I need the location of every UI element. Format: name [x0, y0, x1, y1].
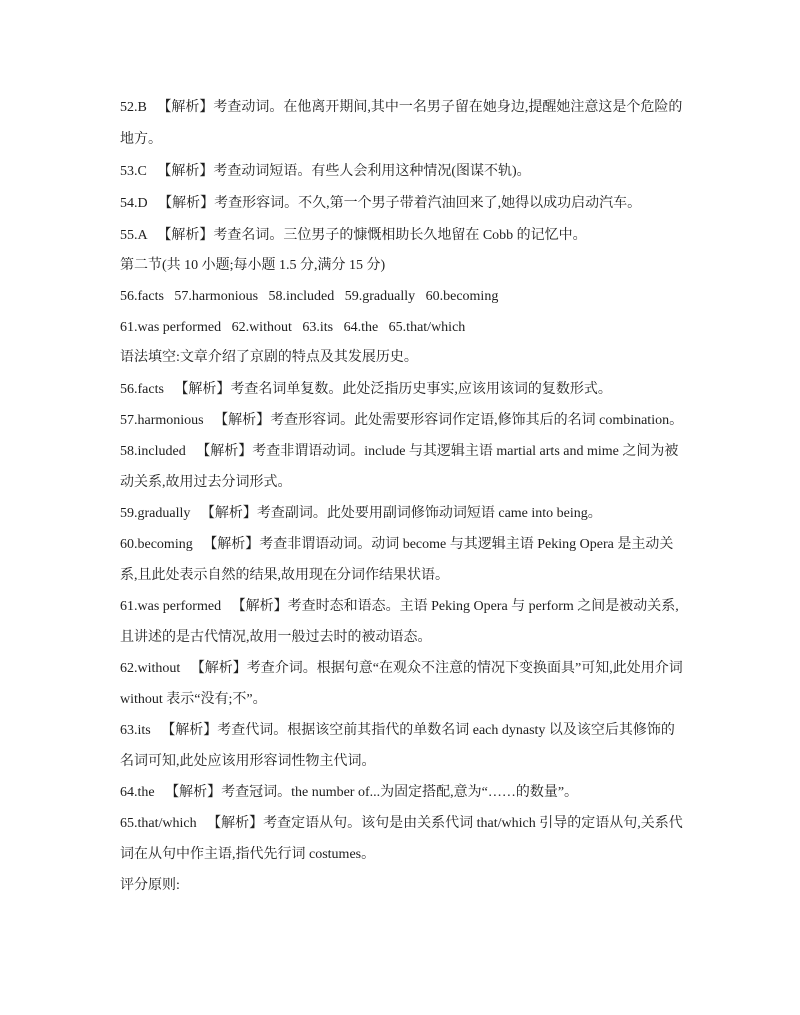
explanation-65-line-1: 65.that/which 【解析】考查定语从句。该句是由关系代词 that/which 引导的定语从句,关系代 — [120, 816, 683, 831]
answer-key-row-2: 61.was performed 62.without 63.its 64.the 65.that/which — [120, 320, 466, 335]
explanation-58-line-1: 58.included 【解析】考查非谓语动词。include 与其逻辑主语 martial arts and mime 之间为被 — [120, 444, 679, 459]
answer-55-line: 55.A 【解析】考查名词。三位男子的慷慨相助长久地留在 Cobb 的记忆中。 — [120, 228, 587, 243]
explanation-63-line-1: 63.its 【解析】考查代词。根据该空前其指代的单数名词 each dynasty 以及该空后其修饰的 — [120, 723, 675, 738]
explanation-60-line-2: 系,且此处表示自然的结果,故用现在分词作结果状语。 — [120, 568, 449, 583]
explanation-60-line-1: 60.becoming 【解析】考查非谓语动词。动词 become 与其逻辑主语 Peking Opera 是主动关 — [120, 537, 674, 552]
explanation-58-line-2: 动关系,故用过去分词形式。 — [120, 475, 292, 490]
scoring-principles-heading: 评分原则: — [120, 878, 180, 893]
explanation-56: 56.facts 【解析】考查名词单复数。此处泛指历史事实,应该用该词的复数形式。 — [120, 382, 612, 397]
passage-summary: 语法填空:文章介绍了京剧的特点及其发展历史。 — [120, 350, 418, 365]
section-heading: 第二节(共 10 小题;每小题 1.5 分,满分 15 分) — [120, 258, 386, 273]
explanation-64: 64.the 【解析】考查冠词。the number of...为固定搭配,意为“……的数量”。 — [120, 785, 579, 800]
explanation-59: 59.gradually 【解析】考查副词。此处要用副词修饰动词短语 came into being。 — [120, 506, 602, 521]
explanation-62-line-1: 62.without 【解析】考查介词。根据句意“在观众不注意的情况下变换面具”可知,此处用介词 — [120, 661, 683, 676]
answer-key-row-1: 56.facts 57.harmonious 58.included 59.gradually 60.becoming — [120, 289, 499, 304]
explanation-61-line-1: 61.was performed 【解析】考查时态和语态。主语 Peking Opera 与 perform 之间是被动关系, — [120, 599, 679, 614]
explanation-61-line-2: 且讲述的是古代情况,故用一般过去时的被动语态。 — [120, 630, 432, 645]
explanation-65-line-2: 词在从句中作主语,指代先行词 costumes。 — [120, 847, 376, 862]
answer-52-line-2: 地方。 — [120, 132, 162, 147]
explanation-63-line-2: 名词可知,此处应该用形容词性物主代词。 — [120, 754, 376, 769]
answer-53-line: 53.C 【解析】考查动词短语。有些人会利用这种情况(图谋不轨)。 — [120, 164, 531, 179]
answer-54-line: 54.D 【解析】考查形容词。不久,第一个男子带着汽油回来了,她得以成功启动汽车。 — [120, 196, 642, 211]
answer-52-line-1: 52.B 【解析】考查动词。在他离开期间,其中一名男子留在她身边,提醒她注意这是个危险的 — [120, 100, 683, 115]
explanation-62-line-2: without 表示“没有;不”。 — [120, 692, 267, 707]
explanation-57: 57.harmonious 【解析】考查形容词。此处需要形容词作定语,修饰其后的名词 combination。 — [120, 413, 684, 428]
